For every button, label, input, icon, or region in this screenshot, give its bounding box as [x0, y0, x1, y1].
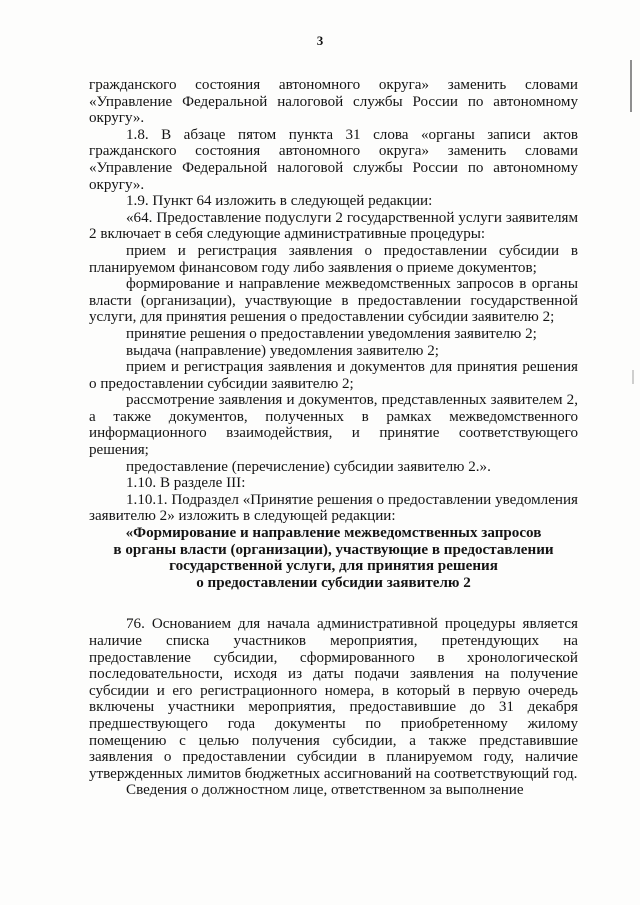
page-number: 3: [316, 33, 324, 48]
paragraph-1-9: 1.9. Пункт 64 изложить в следующей редакции:: [126, 193, 433, 210]
paragraph-1-8: 1.8. В абзаце пятом пункта 31 слова «органы записи актов гражданского состояния автономного округа» заменить словами «Управление Федеральной налоговой службы России по автономному округу».: [89, 126, 578, 193]
subsection-heading: [89, 525, 578, 591]
paragraph-1-10-1: 1.10.1. Подраздел «Принятие решения о предоставлении уведомления заявителю 2» изложить в следующей редакции:: [89, 491, 578, 525]
heading-line: государственной услуги, для принятия решения: [169, 558, 498, 575]
heading-line: «Формирование и направление межведомственных запросов: [125, 525, 542, 542]
heading-line: о предоставлении субсидии заявителю 2: [196, 574, 471, 591]
spacer: [89, 591, 578, 616]
paragraph-64: «64. Предоставление подуслуги 2 государственной услуги заявителям 2 включает в себя следующие административные процедуры:: [89, 209, 578, 243]
scan-edge-mark: [630, 60, 632, 112]
document-body: [89, 77, 578, 799]
paragraph-1-10: 1.10. В разделе III:: [126, 475, 246, 492]
procedure-item: принятие решения о предоставлении уведомления заявителю 2;: [126, 325, 537, 342]
scan-edge-mark: [632, 370, 634, 384]
procedure-item: предоставление (перечисление) субсидии заявителю 2.».: [126, 458, 491, 475]
paragraph-76: 76. Основанием для начала административной процедуры является наличие списка участников мероприятия, претендующих на предоставление субсидии, сформированного в хронологической последовательности, исходя из даты подачи заявления на получение субсидии и его регистрационного номера, в который в первую очередь включены участники мероприятия, предоставившие до 31 декабря предшествующего года документы по приобретенному жилому помещению с целью получения субсидии, а также представившие заявления о предоставлении субсидии в планируемом году, наличие утвержденных лимитов бюджетных ассигнований на соответствующий год.: [89, 616, 578, 782]
paragraph-continuation: гражданского состояния автономного округа» заменить словами «Управление Федеральной налоговой службы России по автономному округу».: [89, 77, 578, 127]
heading-line: в органы власти (организации), участвующие в предоставлении: [113, 541, 554, 558]
procedure-item: прием и регистрация заявления и документов для принятия решения о предоставлении субсидии заявителю 2;: [89, 359, 578, 392]
procedure-item: рассмотрение заявления и документов, представленных заявителем 2, а также документов, полученных в рамках межведомственного информационного взаимодействия, и принятие соответствующего решения;: [89, 392, 578, 459]
paragraph-responsible-official: Сведения о должностном лице, ответственном за выполнение: [126, 782, 524, 799]
procedure-item: выдача (направление) уведомления заявителю 2;: [126, 342, 439, 359]
procedure-item: формирование и направление межведомственных запросов в органы власти (организации), участвующие в предоставлении государственной услуги, для принятия решения о предоставлении субсидии заявителю 2;: [89, 276, 578, 326]
procedure-item: прием и регистрация заявления о предоставлении субсидии в планируемом финансовом году либо заявления о приеме документов;: [89, 242, 578, 276]
